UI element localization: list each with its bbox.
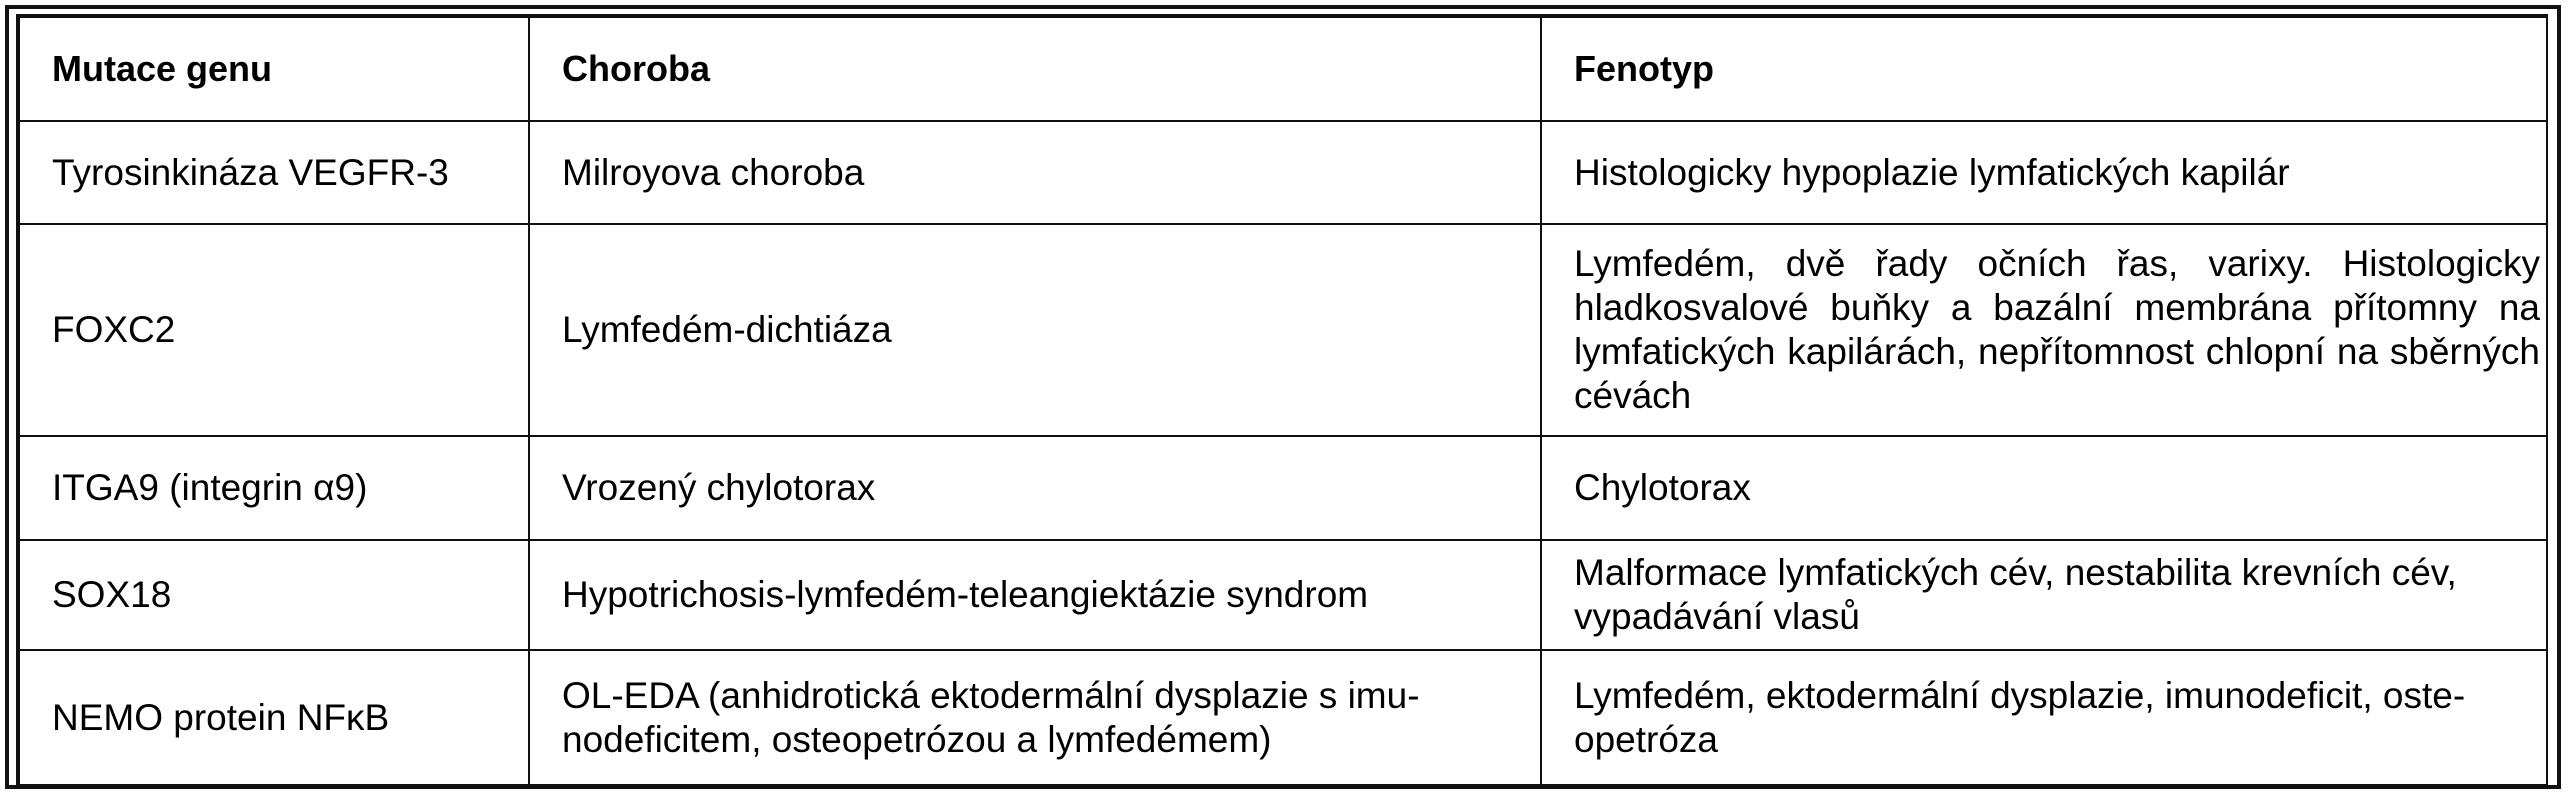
cell-gene: ITGA9 (integrin α9): [19, 436, 529, 540]
header-choroba: Choroba: [529, 17, 1541, 121]
cell-phenotype: Lymfedém, dvě řady očních řas, varixy. Histologicky hladkosvalové buňky a bazální membrána přítomny na lymfatických kapilárách, nepřítomnost chlopní na sběrných cévách: [1541, 224, 2547, 436]
table-row: [19, 121, 2547, 224]
cell-gene: FOXC2: [19, 224, 529, 436]
table-header-row: [19, 17, 2547, 121]
table-row: [19, 436, 2547, 540]
cell-gene: NEMO protein NFκB: [19, 650, 529, 785]
cell-gene: Tyrosinkináza VEGFR-3: [19, 121, 529, 224]
cell-disease: OL-EDA (anhidrotická ektodermální dysplazie s imu-nodeficitem, osteopetrózou a lymfedémem): [529, 650, 1541, 785]
table-row: [19, 224, 2547, 436]
cell-disease: Lymfedém-dichtiáza: [529, 224, 1541, 436]
cell-gene: SOX18: [19, 540, 529, 650]
table-row: [19, 540, 2547, 650]
cell-phenotype: Chylotorax: [1541, 436, 2547, 540]
header-fenotyp: Fenotyp: [1541, 17, 2547, 121]
cell-disease: Milroyova choroba: [529, 121, 1541, 224]
table-row: [19, 650, 2547, 785]
cell-phenotype: Histologicky hypoplazie lymfatických kapilár: [1541, 121, 2547, 224]
cell-disease: Vrozený chylotorax: [529, 436, 1541, 540]
cell-phenotype: Lymfedém, ektodermální dysplazie, imunodeficit, oste-opetróza: [1541, 650, 2547, 785]
header-mutace-genu: Mutace genu: [19, 17, 529, 121]
cell-disease: Hypotrichosis-lymfedém-teleangiektázie syndrom: [529, 540, 1541, 650]
cell-phenotype: Malformace lymfatických cév, nestabilita krevních cév, vypadávání vlasů: [1541, 540, 2547, 650]
gene-mutation-table: [18, 16, 2548, 786]
